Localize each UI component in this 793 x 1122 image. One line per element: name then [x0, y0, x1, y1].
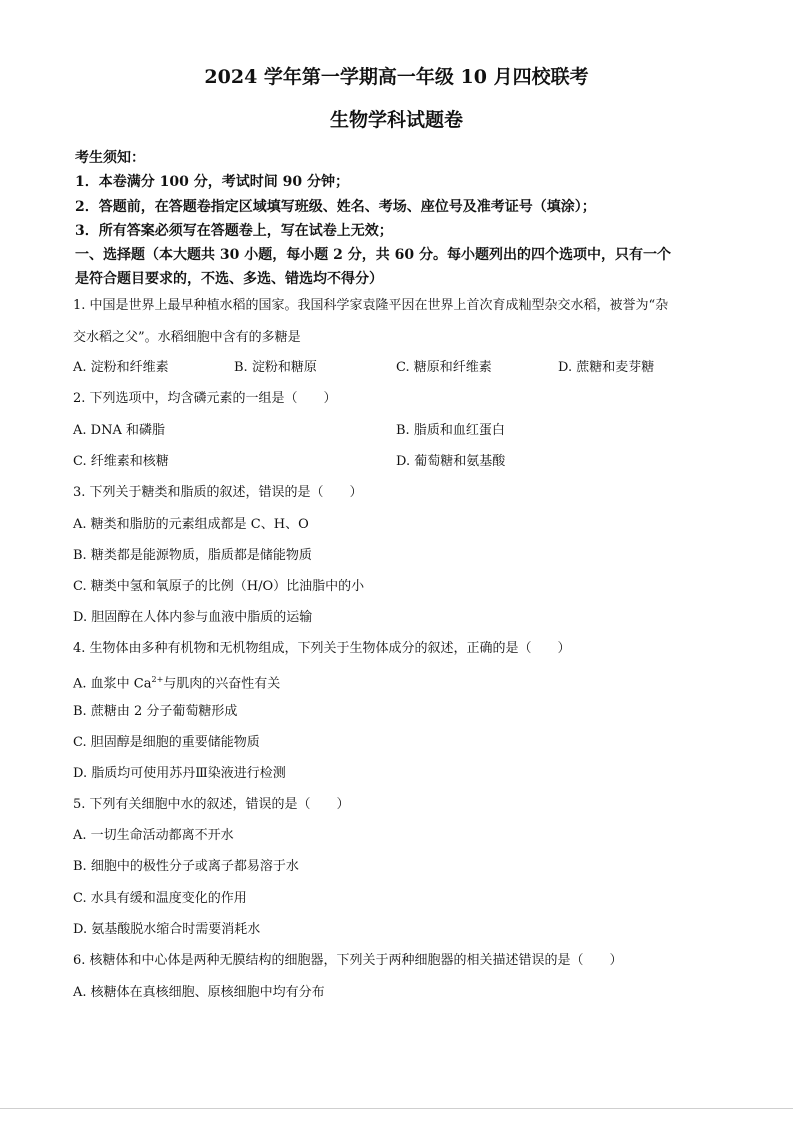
question-3-option-b: B. 糖类都是能源物质，脂质都是储能物质: [73, 548, 312, 563]
exam-title: 2024 学年第一学期高一年级 10 月四校联考: [204, 66, 589, 88]
question-3-stem: 3. 下列关于糖类和脂质的叙述，错误的是（ ）: [73, 485, 363, 500]
question-6-stem: 6. 核糖体和中心体是两种无膜结构的细胞器，下列关于两种细胞器的相关描述错误的是（ ）: [73, 953, 623, 968]
question-2-option-b: B. 脂质和血红蛋白: [396, 423, 505, 438]
question-5-stem: 5. 下列有关细胞中水的叙述，错误的是（ ）: [73, 797, 350, 812]
question-4-option-a-tail: 与肌肉的兴奋性有关: [163, 676, 281, 692]
question-6-option-a: A. 核糖体在真核细胞、原核细胞中均有分布: [73, 985, 325, 1000]
question-1-stem-line-1: 1. 中国是世界上最早种植水稻的国家。我国科学家袁隆平因在世界上首次育成籼型杂交水稻，被誉为“杂: [73, 298, 669, 313]
ion-charge-superscript: 2+: [151, 675, 164, 684]
question-3-option-a: A. 糖类和脂肪的元素组成都是 C、H、O: [73, 517, 309, 532]
question-3-option-c: C. 糖类中氢和氧原子的比例（H/O）比油脂中的小: [73, 579, 365, 594]
notice-heading: 考生须知：: [75, 150, 145, 166]
question-4-option-d: D. 脂质均可使用苏丹Ⅲ染液进行检测: [73, 766, 286, 781]
question-2-option-d: D. 葡萄糖和氨基酸: [396, 454, 506, 469]
question-5-option-d: D. 氨基酸脱水缩合时需要消耗水: [73, 922, 261, 937]
question-1-option-b: B. 淀粉和糖原: [234, 360, 317, 375]
page-bottom-divider: [0, 1108, 793, 1109]
question-1-option-c: C. 糖原和纤维素: [396, 360, 492, 375]
question-5-option-a: A. 一切生命活动都离不开水: [73, 828, 234, 843]
question-1-stem-line-2: 交水稻之父”。水稻细胞中含有的多糖是: [73, 330, 301, 345]
question-5-option-b: B. 细胞中的极性分子或离子都易溶于水: [73, 859, 299, 874]
section-heading-line-2: 是符合题目要求的，不选、多选、错选均不得分）: [75, 271, 383, 287]
section-heading-line-1: 一、选择题（本大题共 30 小题，每小题 2 分，共 60 分。每小题列出的四个选项中，只有一个: [75, 247, 671, 263]
exam-subtitle: 生物学科试题卷: [329, 109, 463, 131]
question-5-option-c: C. 水具有缓和温度变化的作用: [73, 891, 247, 906]
question-4-option-a-text: A. 血浆中 Ca: [73, 676, 152, 692]
question-1-option-d: D. 蔗糖和麦芽糖: [558, 360, 655, 375]
question-4-option-c: C. 胆固醇是细胞的重要储能物质: [73, 735, 260, 750]
question-4-option-b: B. 蔗糖由 2 分子葡萄糖形成: [73, 704, 238, 719]
notice-item-2: 2．答题前，在答题卷指定区域填写班级、姓名、考场、座位号及准考证号（填涂）；: [75, 199, 596, 215]
question-2-stem: 2. 下列选项中，均含磷元素的一组是（ ）: [73, 391, 337, 406]
question-2-option-c: C. 纤维素和核糖: [73, 454, 169, 469]
notice-item-3: 3．所有答案必须写在答题卷上，写在试卷上无效；: [75, 223, 393, 239]
notice-item-1: 1．本卷满分 100 分，考试时间 90 分钟；: [75, 174, 349, 190]
question-3-option-d: D. 胆固醇在人体内参与血液中脂质的运输: [73, 610, 313, 625]
question-4-option-a: [73, 670, 280, 694]
question-4-stem: 4. 生物体由多种有机物和无机物组成，下列关于生物体成分的叙述，正确的是（ ）: [73, 641, 571, 656]
question-1-option-a: A. 淀粉和纤维素: [73, 360, 169, 375]
question-2-option-a: A. DNA 和磷脂: [73, 423, 165, 438]
